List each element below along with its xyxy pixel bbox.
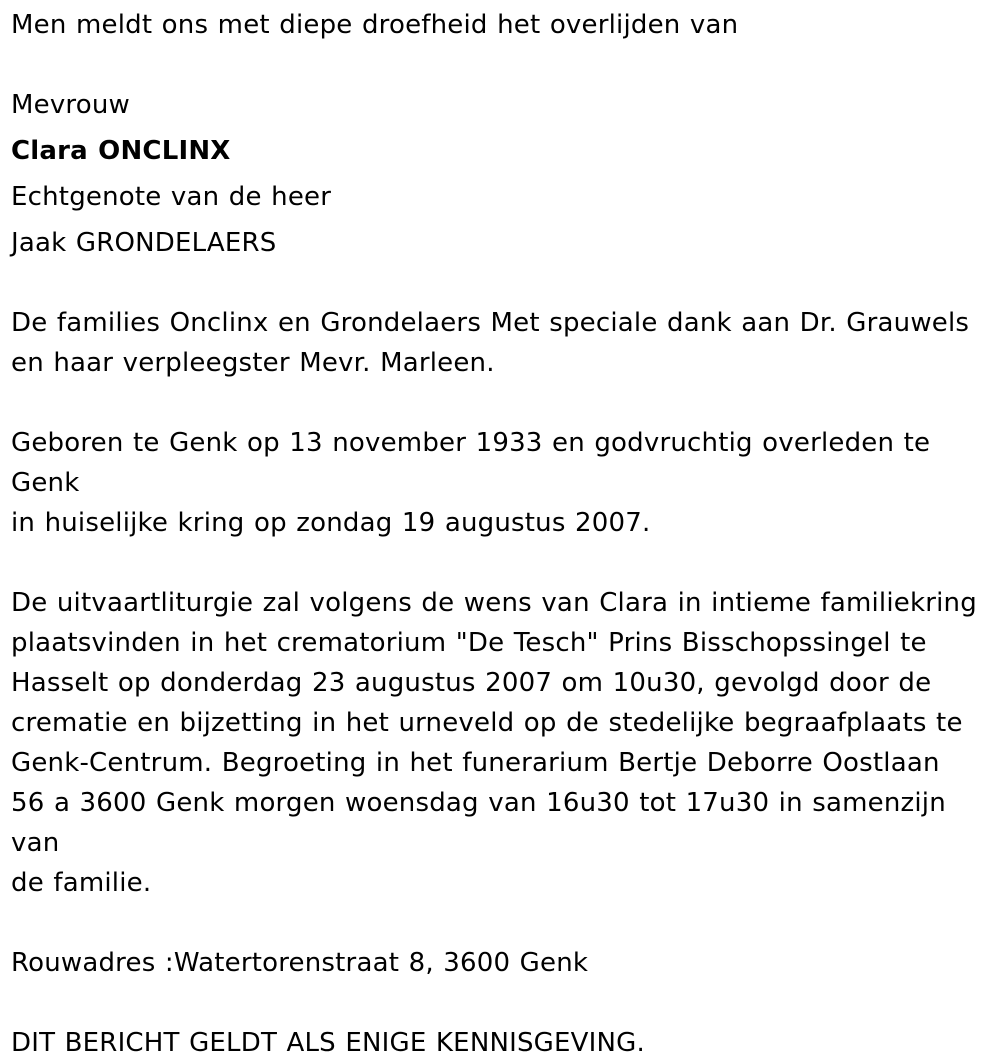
paragraph-line: 56 a 3600 Genk morgen woensdag van 16u30 tot 17u30 in samenzijn van [11, 788, 946, 858]
deceased-name: Clara ONCLINX [11, 136, 231, 166]
title-prefix: Mevrouw [11, 90, 130, 120]
birth-death-paragraph [11, 423, 996, 543]
spacer [11, 903, 996, 943]
notice-text: DIT BERICHT GELDT ALS ENIGE KENNISGEVING. [11, 1028, 645, 1058]
spacer [11, 263, 996, 303]
mourning-address: Rouwadres :Watertorenstraat 8, 3600 Genk [11, 948, 589, 978]
paragraph-line: plaatsvinden in het crematorium "De Tesch" Prins Bisschopssingel te [11, 628, 927, 658]
paragraph-line: Genk-Centrum. Begroeting in het funerarium Bertje Deborre Oostlaan [11, 748, 940, 778]
spacer [11, 383, 996, 423]
paragraph-line: De families Onclinx en Grondelaers Met speciale dank aan Dr. Grauwels [11, 308, 970, 338]
spacer [11, 45, 996, 85]
spacer [11, 543, 996, 583]
paragraph-line: De uitvaartliturgie zal volgens de wens van Clara in intieme familiekring [11, 588, 977, 618]
spouse-name: Jaak GRONDELAERS [11, 228, 277, 258]
funeral-paragraph [11, 583, 996, 903]
relation-text: Echtgenote van de heer [11, 182, 332, 212]
paragraph-line: de familie. [11, 868, 152, 898]
families-paragraph [11, 303, 996, 383]
paragraph-line: in huiselijke kring op zondag 19 augustus 2007. [11, 508, 651, 538]
paragraph-line: crematie en bijzetting in het urneveld op de stedelijke begraafplaats te [11, 708, 963, 738]
obituary-notice [11, 0, 996, 1063]
paragraph-line: Geboren te Genk op 13 november 1933 en godvruchtig overleden te Genk [11, 428, 931, 498]
paragraph-line: en haar verpleegster Mevr. Marleen. [11, 348, 495, 378]
spacer [11, 983, 996, 1023]
paragraph-line: Hasselt op donderdag 23 augustus 2007 om 10u30, gevolgd door de [11, 668, 932, 698]
intro-text: Men meldt ons met diepe droefheid het overlijden van [11, 10, 739, 40]
